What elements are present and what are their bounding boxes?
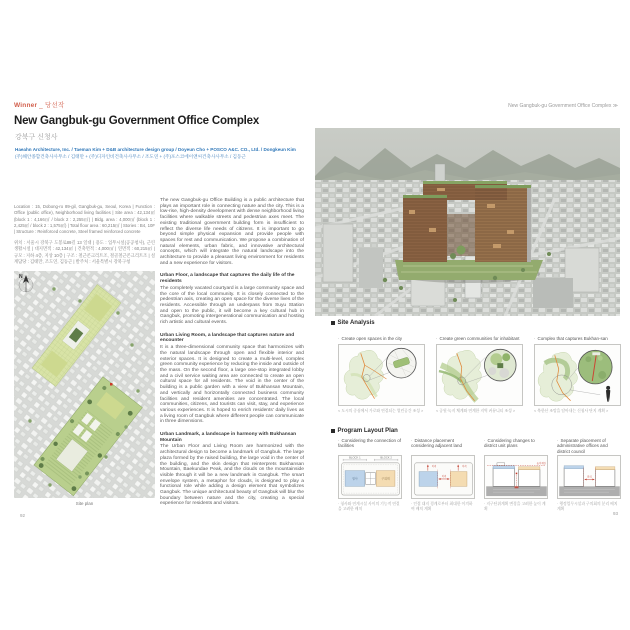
dot-bullet-icon: · — [338, 336, 340, 341]
section-heading-1: Urban Floor, a landscape that captures the daily life of the residents — [160, 273, 295, 285]
government-complex — [395, 181, 543, 283]
page-number-left: 92 — [20, 513, 26, 518]
block1-label: BLOCK 1 — [349, 456, 361, 460]
project-data-korean: 위치 : 서울시 강북구 도봉로89길 13 일대 | 용도 : 업무시설(공공청사), 근린생활시설 | 대지면적 : 42,134㎡ | 건축면적 : 4,000㎡ | 연면적 : 60,215㎡ | 규모 : 지하 4층, 지상 10층 | 구조 : 철근콘크리트조, 철골철근콘크리트조 | 설계담당 : 김태만, 조도연, 김동근 | 발주처 : 서울특별시 강북구청 — [14, 240, 155, 264]
winner-sub-label: _ 당선작 — [37, 102, 65, 109]
dot-bullet-icon: · — [484, 438, 486, 443]
pl-diagram-distance — [411, 455, 475, 499]
page-title: New Gangbuk-gu Government Office Complex — [14, 115, 260, 127]
separate-label: 분리 — [587, 476, 592, 479]
pl-caption-kr-1: · 청사와 연계시설 사이의 기능적 연결을 고려한 배치 — [338, 502, 400, 511]
pl-caption-3 — [484, 438, 548, 449]
sa-caption-kr-1: < 도시의 중심에서 가로와 연결되는 열린공간 조성 > — [338, 409, 424, 413]
section-heading-2: Urban Living Room, a landscape that captures nature and encounter — [160, 332, 295, 344]
program-layout-header — [331, 428, 398, 434]
site-plan-illustration — [14, 271, 155, 498]
section-bullet-icon — [331, 429, 335, 433]
sa-caption-3-text: Complex that captures Bukhan-san — [537, 336, 608, 341]
dot-bullet-icon: · — [411, 438, 413, 443]
gap-label-3: 이격 — [441, 476, 447, 479]
sa-diagram-open-spaces — [338, 344, 425, 406]
height-limit-label: 높이제한 — [536, 463, 546, 466]
pl-caption-1-text: Considering the connection of facilities — [338, 438, 402, 449]
pl-caption-4-text: Separate placement of administrative offices and district council — [557, 438, 608, 454]
sa-diagram-green-communities — [436, 344, 523, 406]
green-plaza — [395, 260, 543, 280]
credits-korean: (주)해안종합건축사사무소 / 김태만 + (주)디자인비건축사사무소 / 조도연 + (주)포스코에이앤씨건축사사무소 / 김동근 — [15, 154, 246, 159]
north-label: N — [19, 274, 23, 280]
pl-caption-kr-2: · 인접 대지 경계로부터 최대한 이격하여 배치 계획 — [411, 502, 473, 511]
pl-diagram-connection — [338, 455, 402, 499]
section-paragraph-1: The completely vacated courtyard is a large community space and the core of the local community. It is closely connected to the pedestrian axis, creating an open space for the diverse lives of the residents. Accessible through an underpass from Suyu Station and open to the public, it will become a key cultural hub in Gangbuk, promoting intergenerational communication and hosting rich artistic and cultural events. — [160, 285, 304, 326]
rendering-svg — [315, 128, 620, 316]
pl-caption-2 — [411, 438, 475, 449]
pl-caption-3-text: Considering changes to district unit plans — [484, 438, 535, 449]
project-data-english: Location : 15, Dobong-ro 89-gil, Gangbuk-gu, Seoul, Korea | Function : Office (public office), Neighborhood living facilities | Site area : 42,134㎡ (block 1 : 4,166㎡ / block 2 : 2,255㎡) | Bldg. area : 4,000㎡ (block 1 : 2,425㎡ / block 2 : 1,575㎡) | Total floor area : 60,215㎡ | Stories : B4, 10F | Structure : Reinforced concrete, Steel framed reinforced concrete — [14, 204, 155, 235]
district-map — [344, 350, 383, 399]
inset-circle — [578, 350, 612, 384]
program-layout-title: Program Layout Plan — [337, 428, 398, 434]
winner-badge — [14, 100, 64, 109]
pl-diagram-height — [484, 455, 548, 499]
pl-caption-kr-3: · 지구단위계획 변경을 고려한 높이 계획 — [484, 502, 546, 511]
section-paragraph-3: The Urban Floor and Living Room are harmonized with the architectural design to become a landmark of Gangbuk. The large plaza formed by the raised building, the large void in the center of the building, and the skin design that reinterprets Bukhansan Mountain, Baekundae Peak, and the clouds on the mountainside visible through it will be a new landmark in Gangbuk. The smart envelope system, a metaphor for clouds, is designed to play a functional role while adding a design element that symbolizes Gangbuk. The unique architectural beauty of Gangbuk will blur the boundary between nature and the city, creating a special experience for residents and visitors. — [160, 444, 304, 507]
site-analysis-title: Site Analysis — [337, 320, 375, 326]
body-text-column — [160, 198, 304, 512]
pl-caption-1 — [338, 438, 402, 449]
sa-caption-1 — [338, 336, 402, 341]
page-subtitle-kr: 강북구 신청사 — [15, 134, 58, 141]
gap-label-2: 이격 — [462, 466, 467, 469]
pl-caption-2-text: Distance placement considering adjacent land — [411, 438, 463, 449]
page-number-right: 93 — [612, 511, 618, 516]
dot-bullet-icon: · — [534, 336, 536, 341]
credits-english: Haeahn Architecture, Inc. / Taeman Kim + D&B architecture design group / Doyeun Cho + POSCO A&C. CO., Ltd. / Dongkeun Kim — [15, 147, 296, 152]
sa-caption-kr-2: < 공원·녹지 체계와 연계한 지역 커뮤니티 조성 > — [436, 409, 516, 413]
section-heading-3: Urban Landmark, a landscape in harmony with Bukhansan Mountain — [160, 432, 297, 443]
dot-bullet-icon: · — [338, 438, 340, 443]
site-plan-svg — [14, 271, 155, 498]
sa-caption-2-text: Create green communities for inhabitant — [439, 336, 520, 341]
pl-diagram-separation — [557, 455, 621, 499]
sa-caption-kr-3: < 북한산 조망을 담아내는 신청사 단지 계획 > — [534, 409, 609, 413]
block2-label: BLOCK 2 — [380, 456, 392, 460]
site-plan-caption: Site plan — [75, 501, 94, 506]
office-label: 청사 — [352, 476, 358, 481]
site-analysis-header — [331, 320, 375, 326]
pl-caption-kr-4: · 행정업무시설과 구의회의 분리 배치 계획 — [557, 502, 618, 511]
sa-caption-1-text: Create open spaces in the city — [341, 336, 403, 341]
dot-bullet-icon: · — [557, 438, 559, 443]
sa-caption-3 — [534, 336, 608, 341]
building-rendering — [315, 128, 620, 316]
winner-label: Winner — [14, 102, 38, 109]
sa-caption-2 — [436, 336, 520, 341]
council-label: 구의회 — [381, 476, 390, 481]
intro-paragraph: The new Gangbuk-gu Office Building is a public architecture that plays an important role in connecting nature and the city. This is a low-rise, high-density development with dense neighborhood living facilities where walkable streets and pedestrian axes meet. The existing traditional government building form is insufficient to reflect the diverse life needs of citizens. It is important to go beyond simple physical expansion and provide people with spaces for rest and communication. We propose a combination of natural elements, urban fabric, and innovative architectural concepts, which will integrate the natural landscape into the architecture to provide a pleasant living environment for residents and a new experience for visitors. — [160, 198, 304, 266]
gap-label-1: 이격 — [431, 466, 437, 469]
dot-bullet-icon: · — [436, 336, 438, 341]
section-bullet-icon — [331, 321, 335, 325]
section-paragraph-2: It is a three-dimensional community space that harmonizes with the natural landscape through open and flexible interior and exterior spaces. It is designed to create a multi-level, complex green community experience by reducing the inside and outside of the mass. On the second floor, a large one-stop integrated lobby and a civil service waiting area are connected to create an open cultural space for all residents. The void in the center of the building is a public garden with a view of Bukhansan Mountain, and vertically and horizontally connected business community facilities and resident amenities are concentrated. The local communities, citizens, and tourists can visit, stay, and experience various experiences. It is hoped to enrich residents' daily lives as a living room of Gangbuk where different people can communicate in three dimensions. — [160, 345, 304, 425]
sa-diagram-bukhansan-view — [534, 344, 621, 406]
pl-caption-4 — [557, 438, 621, 454]
site-plan-marker — [110, 383, 113, 386]
running-title: New Gangbuk-gu Government Office Complex ≫ — [508, 103, 618, 109]
person-icon — [606, 386, 610, 402]
